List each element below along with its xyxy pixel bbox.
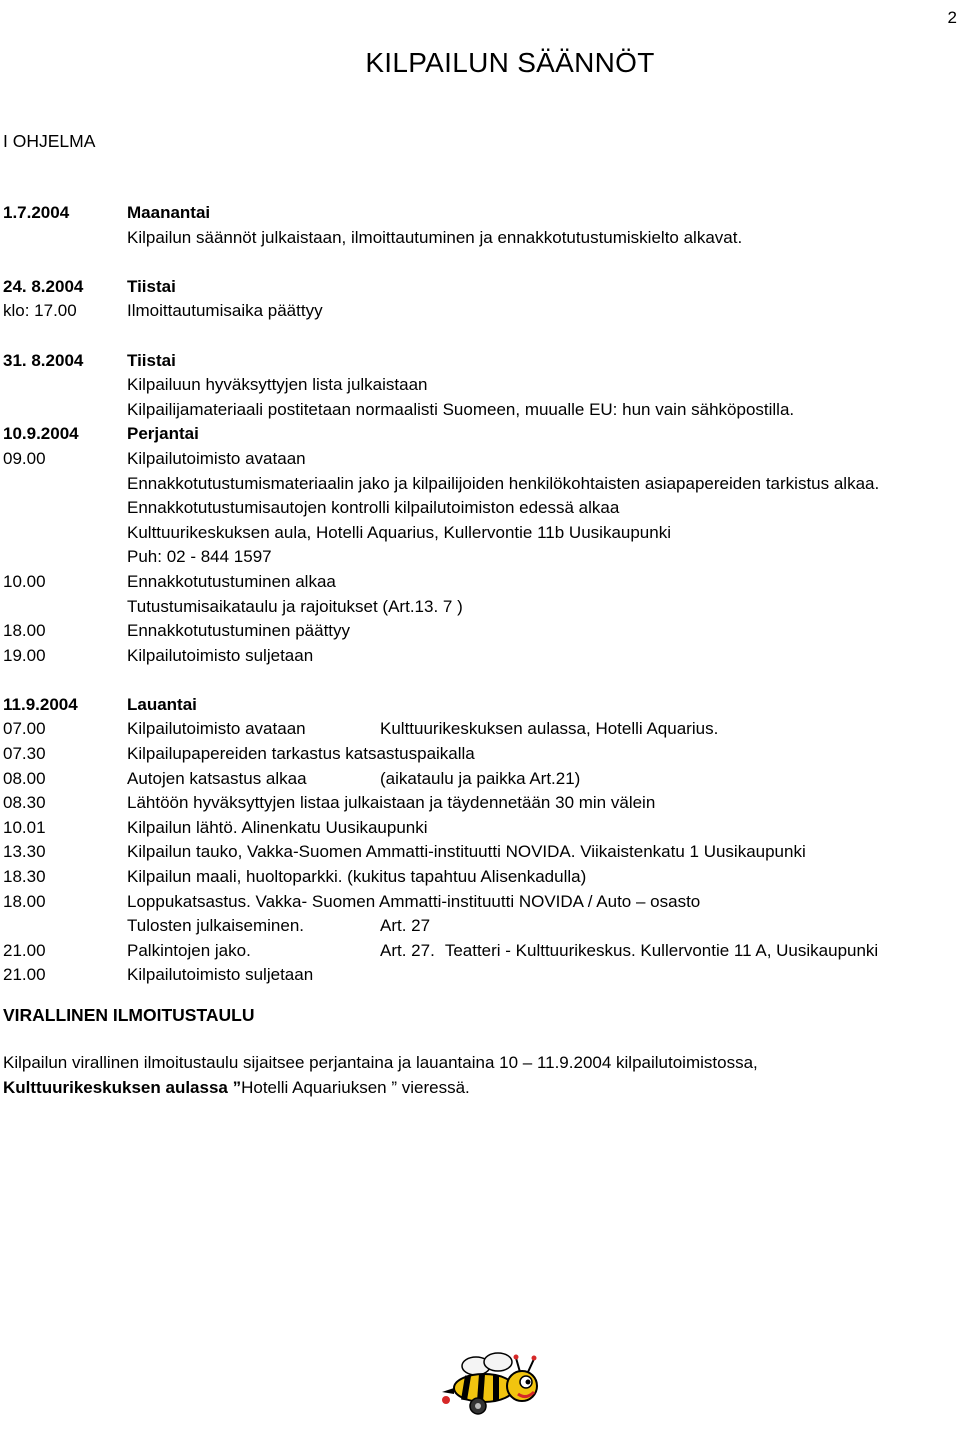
schedule-time: 10.01 [3, 817, 46, 837]
schedule-description: Tulosten julkaiseminen. [127, 916, 305, 936]
schedule-weekday: Tiistai [127, 350, 176, 370]
schedule-description: Loppukatsastus. Vakka- Suomen Ammatti-instituutti NOVIDA / Auto – osasto [127, 891, 701, 911]
schedule-description: Ennakkotutustumisautojen kontrolli kilpailutoimiston edessä alkaa [127, 498, 620, 518]
schedule-time: 07.30 [3, 744, 46, 764]
schedule-location: Teatteri - Kulttuurikeskus. Kullervontie 11 A, Uusikaupunki [444, 940, 879, 960]
schedule-time: 07.00 [3, 719, 46, 739]
schedule-weekday: Tiistai [127, 276, 176, 296]
schedule-description: Kilpailun säännöt julkaistaan, ilmoittautuminen ja ennakkotutustumiskielto alkavat. [127, 227, 743, 247]
schedule-description: Kilpailijamateriaali postitetaan normaalisti Suomeen, muualle EU: hun vain sähköpostilla. [127, 399, 795, 419]
schedule-time: 13.30 [3, 842, 46, 862]
schedule-article: Art. 27. [380, 940, 435, 960]
schedule-location: (aikataulu ja paikka Art.21) [380, 768, 581, 788]
notice-location-bold: Kulttuurikeskuksen aulassa ” [3, 1077, 242, 1097]
page-title: KILPAILUN SÄÄNNÖT [365, 47, 655, 78]
schedule-weekday: Maanantai [127, 203, 211, 222]
section-heading-noticeboard: VIRALLINEN ILMOITUSTAULU [3, 1005, 255, 1025]
schedule-location: Kulttuurikeskuksen aulassa, Hotelli Aquarius. [380, 719, 719, 739]
schedule-description: Kilpailupapereiden tarkastus katsastuspaikalla [127, 744, 475, 764]
schedule-time: 09.00 [3, 448, 46, 468]
schedule-article: Art. 27 [380, 916, 431, 936]
schedule-description: Tutustumisaikataulu ja rajoitukset (Art.13. 7 ) [127, 596, 463, 616]
schedule-date: 11.9.2004 [3, 694, 78, 714]
schedule-time: 18.30 [3, 867, 46, 887]
bee-mascot-icon [438, 1352, 550, 1416]
schedule-time: 08.30 [3, 793, 46, 813]
schedule-date: 31. 8.2004 [3, 350, 84, 370]
schedule-time: 10.00 [3, 571, 46, 591]
schedule-date: 10.9.2004 [3, 424, 79, 444]
notice-location-rest: Hotelli Aquariuksen ” vieressä. [241, 1077, 470, 1097]
schedule-description: Kilpailutoimisto suljetaan [127, 645, 314, 665]
schedule-time: 08.00 [3, 768, 46, 788]
schedule-description: Kilpailun tauko, Vakka-Suomen Ammatti-instituutti NOVIDA. Viikaistenkatu 1 Uusikaupunki [127, 842, 806, 862]
schedule-article-ref [380, 914, 430, 939]
schedule-time: 21.00 [3, 965, 46, 985]
schedule-description: Ennakkotutustuminen alkaa [127, 571, 336, 591]
schedule-date: 1.7.2004 [3, 203, 70, 222]
schedule-description: Kilpailun maali, huoltoparkki. (kukitus tapahtuu Alisenkadulla) [127, 867, 587, 887]
schedule-description: Kilpailutoimisto avataan [127, 448, 306, 468]
section-heading-program: I OHJELMA [3, 131, 96, 151]
schedule-weekday: Lauantai [127, 694, 197, 714]
schedule-description: Lähtöön hyväksyttyjen listaa julkaistaan ja täydennetään 30 min välein [127, 793, 656, 813]
schedule-description: Kilpailutoimisto avataan [127, 719, 306, 739]
page-number: 2 [947, 8, 957, 27]
schedule-weekday: Perjantai [127, 424, 199, 444]
schedule-time: 21.00 [3, 940, 46, 960]
schedule-article-ref [380, 939, 878, 964]
schedule-description: Palkintojen jako. [127, 940, 251, 960]
schedule-description: Kulttuurikeskuksen aula, Hotelli Aquarius, Kullervontie 11b Uusikaupunki [127, 522, 671, 542]
schedule-description: Kilpailutoimisto suljetaan [127, 965, 314, 985]
schedule-time: klo: 17.00 [3, 301, 77, 321]
schedule-description: Ilmoittautumisaika päättyy [127, 301, 323, 321]
notice-line-1: Kilpailun virallinen ilmoitustaulu sijaitsee perjantaina ja lauantaina 10 – 11.9.2004 kilpailutoimistossa, [3, 1053, 758, 1072]
notice-line-2 [3, 1076, 758, 1101]
schedule-description: Ennakkotutustuminen päättyy [127, 621, 351, 641]
schedule-time: 18.00 [3, 891, 46, 911]
schedule-description: Autojen katsastus alkaa [127, 768, 307, 788]
noticeboard-paragraph [3, 1051, 758, 1100]
schedule-time: 19.00 [3, 645, 46, 665]
schedule-description: Kilpailun lähtö. Alinenkatu Uusikaupunki [127, 817, 428, 837]
schedule-description: Kilpailuun hyväksyttyjen lista julkaistaan [127, 375, 428, 395]
schedule-description: Puh: 02 - 844 1597 [127, 547, 272, 567]
schedule-description: Ennakkotutustumismateriaalin jako ja kilpailijoiden henkilökohtaisten asiapapereiden tarkistus alkaa. [127, 473, 880, 493]
schedule-time: 18.00 [3, 621, 46, 641]
schedule-date: 24. 8.2004 [3, 276, 84, 296]
